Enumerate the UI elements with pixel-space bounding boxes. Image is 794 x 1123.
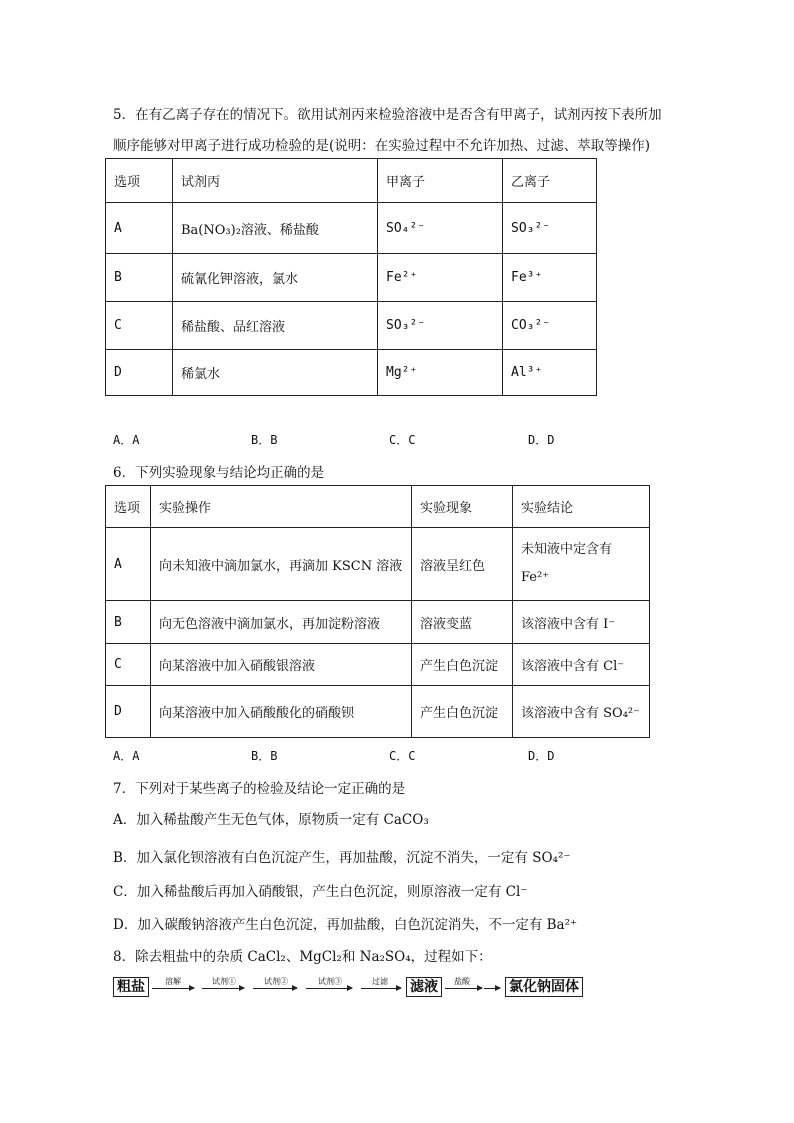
flow-arrow: [253, 988, 297, 989]
phenomenon-cell: 溶液呈红色: [412, 528, 513, 601]
flow-step-label: 过滤: [372, 977, 388, 986]
header-cell: 实验现象: [412, 486, 513, 528]
q5-stem-line2: 顺序能够对甲离子进行成功检验的是(说明：在实验过程中不允许加热、过滤、萃取等操作): [113, 138, 651, 154]
reagent-cell: 稀氯水: [173, 350, 378, 396]
jia-ion-cell: SO₄²⁻: [378, 203, 503, 254]
phenomenon-cell: 溶液变蓝: [412, 601, 513, 644]
option-cell: C: [106, 302, 173, 350]
flow-step-label: 试剂③: [318, 977, 342, 986]
q5-choice-d: D．D: [528, 433, 555, 447]
header-cell: 试剂丙: [173, 159, 378, 203]
flow-step-label: 盐酸: [454, 977, 470, 986]
flow-step-label: 溶解: [165, 977, 181, 986]
option-cell: B: [106, 254, 173, 302]
table-row: [106, 302, 597, 350]
table-row: [106, 254, 597, 302]
q7-stem: 7．下列对于某些离子的检验及结论一定正确的是: [113, 781, 406, 797]
q5-table: [105, 158, 597, 396]
option-cell: A: [106, 528, 151, 601]
yi-ion-cell: CO₃²⁻: [503, 302, 597, 350]
flow-filtrate-box: 滤液: [406, 977, 442, 997]
yi-ion-cell: SO₃²⁻: [503, 203, 597, 254]
yi-ion-cell: Al³⁺: [503, 350, 597, 396]
reagent-cell: Ba(NO₃)₂溶液、稀盐酸: [173, 203, 378, 254]
jia-ion-cell: Fe²⁺: [378, 254, 503, 302]
option-cell: D: [106, 686, 151, 738]
table-row: [106, 644, 650, 686]
reagent-cell: 稀盐酸、品红溶液: [173, 302, 378, 350]
header-cell: 乙离子: [503, 159, 597, 203]
phenomenon-cell: 产生白色沉淀: [412, 686, 513, 738]
reagent-cell: 硫氰化钾溶液，氯水: [173, 254, 378, 302]
flow-arrow: [361, 988, 401, 989]
flow-arrow: [484, 988, 500, 989]
q6-choice-a: A．A: [113, 749, 140, 763]
operation-cell: 向某溶液中加入硝酸酸化的硝酸钡: [151, 686, 412, 738]
flow-step-label: 试剂②: [264, 977, 288, 986]
q7-option-c: C．加入稀盐酸后再加入硝酸银，产生白色沉淀，则原溶液一定有 Cl⁻: [113, 884, 528, 900]
q6-choice-d: D．D: [528, 749, 555, 763]
q6-choice-b: B．B: [251, 749, 278, 763]
header-cell: 选项: [106, 159, 173, 203]
option-cell: D: [106, 350, 173, 396]
table-header-row: [106, 486, 650, 528]
yi-ion-cell: Fe³⁺: [503, 254, 597, 302]
q7-option-d: D．加入碳酸钠溶液产生白色沉淀，再加盐酸，白色沉淀消失，不一定有 Ba²⁺: [113, 917, 578, 933]
option-cell: B: [106, 601, 151, 644]
table-header-row: [106, 159, 597, 203]
operation-cell: 向未知液中滴加氯水，再滴加 KSCN 溶液: [151, 528, 412, 601]
q6-stem: 6．下列实验现象与结论均正确的是: [113, 465, 325, 481]
header-cell: 甲离子: [378, 159, 503, 203]
conclusion-cell: 该溶液中含有 I⁻: [513, 601, 650, 644]
q6-table: [105, 485, 650, 738]
table-row: [106, 528, 650, 601]
header-cell: 选项: [106, 486, 151, 528]
q8-stem: 8．除去粗盐中的杂质 CaCl₂、MgCl₂和 Na₂SO₄，过程如下：: [113, 949, 492, 965]
q5-choice-c: C．C: [389, 433, 416, 447]
operation-cell: 向某溶液中加入硝酸银溶液: [151, 644, 412, 686]
conclusion-cell: 该溶液中含有 SO₄²⁻: [513, 686, 650, 738]
flow-arrow: [202, 988, 244, 989]
phenomenon-cell: 产生白色沉淀: [412, 644, 513, 686]
table-row: [106, 203, 597, 254]
option-cell: A: [106, 203, 173, 254]
q5-choice-a: A．A: [113, 433, 140, 447]
q5-stem-line1: 5．在有乙离子存在的情况下。欲用试剂丙来检验溶液中是否含有甲离子，试剂丙按下表所加: [113, 107, 662, 123]
q7-option-a: A．加入稀盐酸产生无色气体，原物质一定有 CaCO₃: [113, 812, 429, 828]
table-row: [106, 350, 597, 396]
flow-end-box: 氯化钠固体: [505, 977, 583, 997]
q6-choice-c: C．C: [389, 749, 416, 763]
header-cell: 实验结论: [513, 486, 650, 528]
flow-arrow: [445, 988, 482, 989]
jia-ion-cell: Mg²⁺: [378, 350, 503, 396]
flow-arrow: [152, 988, 194, 989]
jia-ion-cell: SO₃²⁻: [378, 302, 503, 350]
flow-step-label: 试剂①: [212, 977, 236, 986]
table-row: [106, 686, 650, 738]
q7-option-b: B．加入氯化钡溶液有白色沉淀产生，再加盐酸，沉淀不消失，一定有 SO₄²⁻: [113, 850, 571, 866]
header-cell: 实验操作: [151, 486, 412, 528]
option-cell: C: [106, 644, 151, 686]
q5-choice-b: B．B: [251, 433, 278, 447]
conclusion-cell: 未知液中定含有 Fe²⁺: [513, 528, 650, 601]
conclusion-cell: 该溶液中含有 Cl⁻: [513, 644, 650, 686]
operation-cell: 向无色溶液中滴加氯水，再加淀粉溶液: [151, 601, 412, 644]
flow-arrow: [306, 988, 352, 989]
table-row: [106, 601, 650, 644]
flow-start-box: 粗盐: [113, 977, 149, 997]
